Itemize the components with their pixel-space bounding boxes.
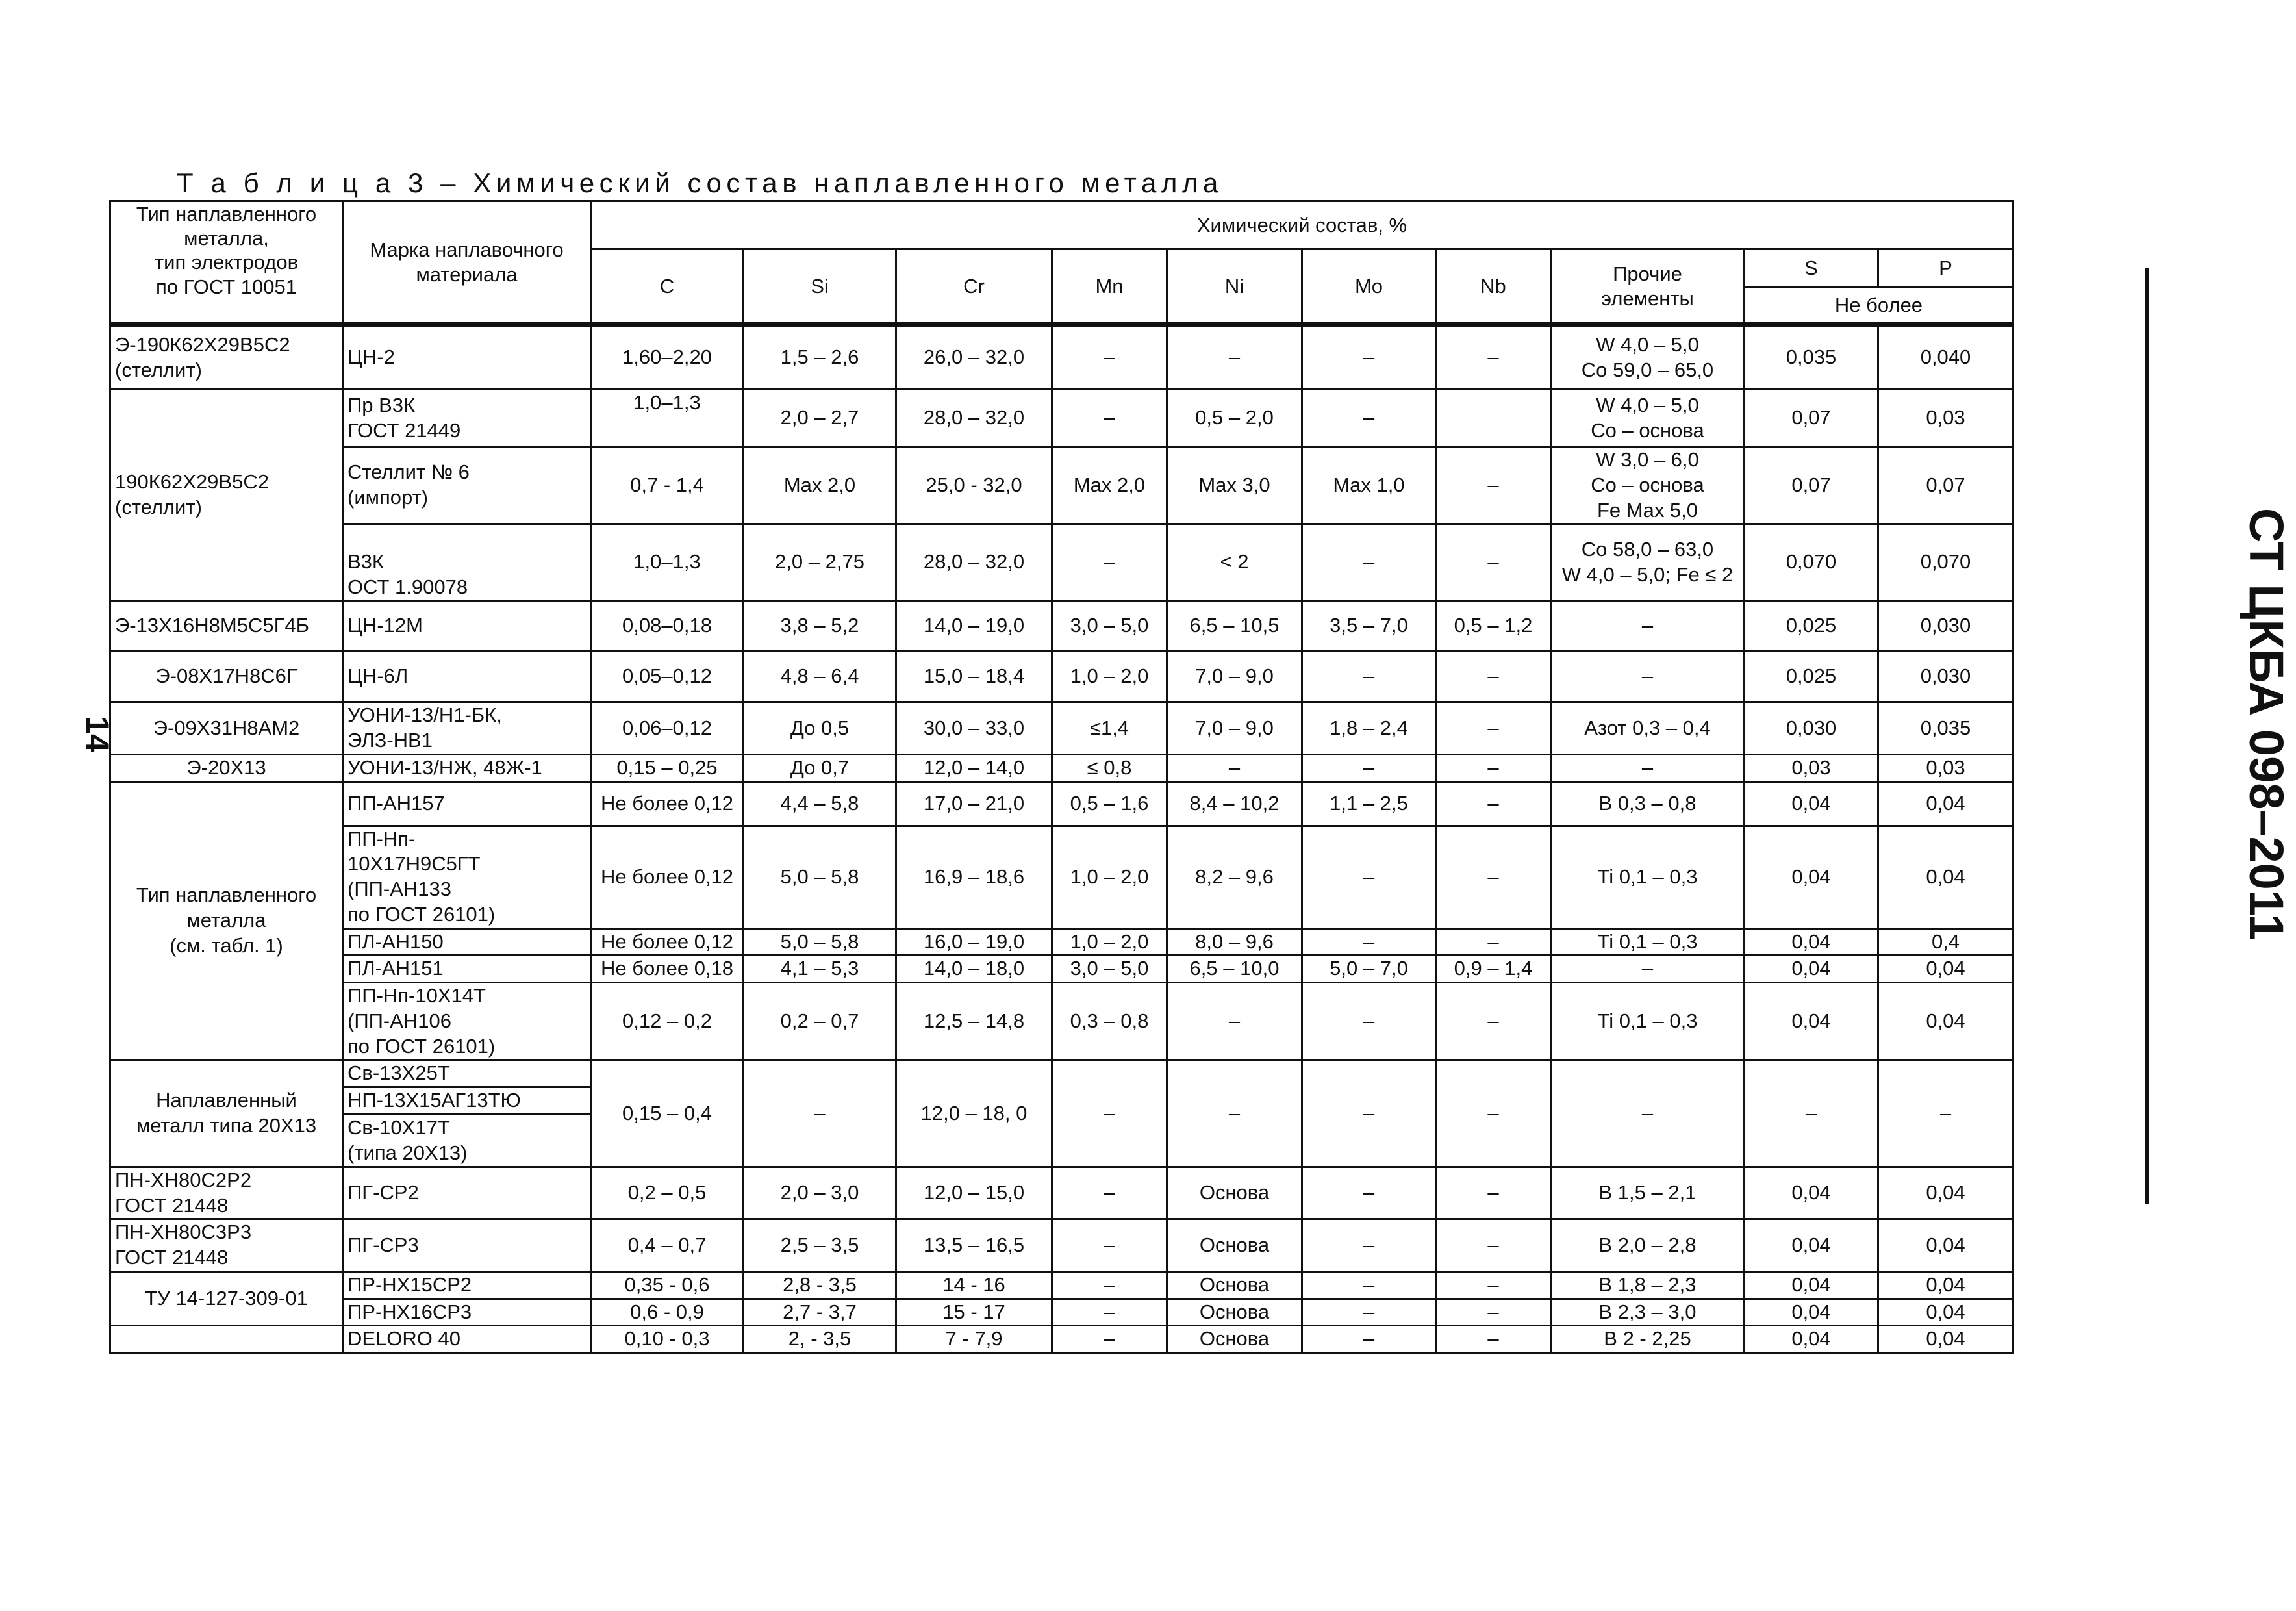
cell-p: 0,04 xyxy=(1878,1299,2013,1326)
cell-mn: – xyxy=(1052,1060,1167,1167)
cell-other: W 4,0 – 5,0 Co 59,0 – 65,0 xyxy=(1551,325,1745,390)
cell-c: 0,15 – 0,4 xyxy=(591,1060,744,1167)
cell-mn: – xyxy=(1052,1167,1167,1219)
cell-cr: 25,0 - 32,0 xyxy=(896,447,1052,524)
cell-nb: – xyxy=(1436,983,1551,1060)
cell-type: Э-190К62Х29В5С2 (стеллит) xyxy=(110,325,343,390)
cell-ni: 7,0 – 9,0 xyxy=(1167,702,1302,755)
cell-si: 5,0 – 5,8 xyxy=(744,826,896,928)
cell-other: B 1,8 – 2,3 xyxy=(1551,1271,1745,1299)
cell-c: 0,7 - 1,4 xyxy=(591,447,744,524)
cell-type: Э-13Х16Н8М5С5Г4Б xyxy=(110,601,343,652)
cell-s: 0,04 xyxy=(1745,928,1878,956)
cell-other: B 0,3 – 0,8 xyxy=(1551,781,1745,826)
cell-brand: ПП-АН157 xyxy=(343,781,591,826)
cell-p: 0,04 xyxy=(1878,1167,2013,1219)
cell-nb: – xyxy=(1436,1326,1551,1353)
cell-brand: ПГ-СР2 xyxy=(343,1167,591,1219)
cell-s: 0,04 xyxy=(1745,956,1878,983)
cell-brand: УОНИ-13/НЖ, 48Ж-1 xyxy=(343,754,591,781)
cell-other: B 1,5 – 2,1 xyxy=(1551,1167,1745,1219)
cell-nb: – xyxy=(1436,1219,1551,1272)
cell-nb: – xyxy=(1436,652,1551,702)
cell-p: 0,04 xyxy=(1878,781,2013,826)
cell-ni: Основа xyxy=(1167,1271,1302,1299)
cell-s: 0,04 xyxy=(1745,1271,1878,1299)
header-type: Тип наплавленного металла, тип электродов по ГОСТ 10051 xyxy=(110,201,343,325)
cell-p: 0,04 xyxy=(1878,1271,2013,1299)
cell-nb: – xyxy=(1436,524,1551,601)
cell-nb: – xyxy=(1436,781,1551,826)
cell-p: 0,04 xyxy=(1878,1326,2013,1353)
cell-mo: – xyxy=(1302,325,1436,390)
cell-mo: 1,8 – 2,4 xyxy=(1302,702,1436,755)
cell-type: ПН-ХН80С3Р3 ГОСТ 21448 xyxy=(110,1219,343,1272)
cell-mo: 5,0 – 7,0 xyxy=(1302,956,1436,983)
cell-cr: 14,0 – 19,0 xyxy=(896,601,1052,652)
cell-si: 2,8 - 3,5 xyxy=(744,1271,896,1299)
cell-other: – xyxy=(1551,1060,1745,1167)
table-row xyxy=(110,826,2013,928)
cell-mn: – xyxy=(1052,1219,1167,1272)
cell-nb: 0,9 – 1,4 xyxy=(1436,956,1551,983)
cell-mo: Max 1,0 xyxy=(1302,447,1436,524)
cell-si: 3,8 – 5,2 xyxy=(744,601,896,652)
table-row xyxy=(110,1271,2013,1299)
cell-si: 2,0 – 3,0 xyxy=(744,1167,896,1219)
cell-si: До 0,5 xyxy=(744,702,896,755)
cell-type: Наплавленный металл типа 20Х13 xyxy=(110,1060,343,1167)
cell-si: 0,2 – 0,7 xyxy=(744,983,896,1060)
cell-c: 0,15 – 0,25 xyxy=(591,754,744,781)
cell-ni: 0,5 – 2,0 xyxy=(1167,390,1302,447)
table-row xyxy=(110,524,2013,601)
table-row xyxy=(110,447,2013,524)
cell-other: W 3,0 – 6,0 Co – основа Fe Max 5,0 xyxy=(1551,447,1745,524)
cell-ni: – xyxy=(1167,983,1302,1060)
cell-other: – xyxy=(1551,754,1745,781)
cell-mo: – xyxy=(1302,983,1436,1060)
cell-brand: ПР-НХ15СР2 xyxy=(343,1271,591,1299)
table-row xyxy=(110,325,2013,390)
cell-mn: 1,0 – 2,0 xyxy=(1052,652,1167,702)
cell-mn: – xyxy=(1052,524,1167,601)
cell-si: 2,0 – 2,7 xyxy=(744,390,896,447)
cell-cr: 17,0 – 21,0 xyxy=(896,781,1052,826)
cell-ni: – xyxy=(1167,754,1302,781)
cell-brand: В3К ОСТ 1.90078 xyxy=(343,524,591,601)
cell-other: – xyxy=(1551,652,1745,702)
cell-c: Не более 0,12 xyxy=(591,826,744,928)
cell-p: – xyxy=(1878,1060,2013,1167)
cell-mn: 0,5 – 1,6 xyxy=(1052,781,1167,826)
cell-ni: 6,5 – 10,0 xyxy=(1167,956,1302,983)
cell-type: ПН-ХН80С2Р2 ГОСТ 21448 xyxy=(110,1167,343,1219)
cell-nb: – xyxy=(1436,754,1551,781)
cell-mn: – xyxy=(1052,1326,1167,1353)
cell-type: ТУ 14-127-309-01 xyxy=(110,1271,343,1326)
cell-cr: 12,0 – 18, 0 xyxy=(896,1060,1052,1167)
cell-p: 0,04 xyxy=(1878,983,2013,1060)
cell-mo: – xyxy=(1302,754,1436,781)
cell-brand: Стеллит № 6 (импорт) xyxy=(343,447,591,524)
cell-p: 0,030 xyxy=(1878,652,2013,702)
cell-ni: Max 3,0 xyxy=(1167,447,1302,524)
cell-p: 0,04 xyxy=(1878,826,2013,928)
cell-s: 0,04 xyxy=(1745,1167,1878,1219)
cell-si: 2,0 – 2,75 xyxy=(744,524,896,601)
header-max-note: Не более xyxy=(1745,287,2013,325)
cell-nb: – xyxy=(1436,325,1551,390)
cell-mo: – xyxy=(1302,652,1436,702)
cell-p: 0,03 xyxy=(1878,390,2013,447)
cell-brand: ЦН-6Л xyxy=(343,652,591,702)
page-number: 14 xyxy=(79,716,116,752)
cell-s: 0,07 xyxy=(1745,447,1878,524)
cell-other: Азот 0,3 – 0,4 xyxy=(1551,702,1745,755)
cell-c: 1,60–2,20 xyxy=(591,325,744,390)
cell-s: 0,04 xyxy=(1745,1299,1878,1326)
table-caption: Т а б л и ц а 3 – Химический состав наплавленного металла xyxy=(177,168,1223,198)
cell-ni: 8,2 – 9,6 xyxy=(1167,826,1302,928)
table-body xyxy=(110,325,2013,1353)
table-row xyxy=(110,1219,2013,1272)
cell-cr: 14,0 – 18,0 xyxy=(896,956,1052,983)
composition-table xyxy=(109,200,2014,1354)
table-row xyxy=(110,754,2013,781)
table-row xyxy=(110,1299,2013,1326)
cell-nb: – xyxy=(1436,447,1551,524)
cell-s: 0,03 xyxy=(1745,754,1878,781)
cell-c: 0,06–0,12 xyxy=(591,702,744,755)
cell-c: 0,35 - 0,6 xyxy=(591,1271,744,1299)
cell-mn: 3,0 – 5,0 xyxy=(1052,956,1167,983)
cell-si: До 0,7 xyxy=(744,754,896,781)
header-s: S xyxy=(1745,249,1878,287)
table-row xyxy=(110,652,2013,702)
cell-type: Тип наплавленного металла (см. табл. 1) xyxy=(110,781,343,1060)
cell-cr: 15,0 – 18,4 xyxy=(896,652,1052,702)
cell-ni: Основа xyxy=(1167,1219,1302,1272)
table-row xyxy=(110,1060,2013,1087)
cell-cr: 12,0 – 15,0 xyxy=(896,1167,1052,1219)
table-row xyxy=(110,601,2013,652)
cell-nb: – xyxy=(1436,928,1551,956)
cell-si: 4,8 – 6,4 xyxy=(744,652,896,702)
cell-si: 2,5 – 3,5 xyxy=(744,1219,896,1272)
cell-brand: Св-13Х25Т xyxy=(343,1060,591,1087)
cell-other: Ti 0,1 – 0,3 xyxy=(1551,928,1745,956)
cell-mn: – xyxy=(1052,1271,1167,1299)
cell-other: B 2,3 – 3,0 xyxy=(1551,1299,1745,1326)
cell-s: 0,035 xyxy=(1745,325,1878,390)
cell-ni: 6,5 – 10,5 xyxy=(1167,601,1302,652)
header-c: C xyxy=(591,249,744,325)
margin-rule xyxy=(2145,268,2149,1204)
cell-type: Э-20Х13 xyxy=(110,754,343,781)
cell-other: – xyxy=(1551,956,1745,983)
cell-cr: 15 - 17 xyxy=(896,1299,1052,1326)
cell-other: Co 58,0 – 63,0 W 4,0 – 5,0; Fe ≤ 2 xyxy=(1551,524,1745,601)
header-mn: Mn xyxy=(1052,249,1167,325)
cell-mn: – xyxy=(1052,1299,1167,1326)
cell-nb: – xyxy=(1436,702,1551,755)
cell-s: 0,025 xyxy=(1745,652,1878,702)
cell-p: 0,030 xyxy=(1878,601,2013,652)
cell-ni: 7,0 – 9,0 xyxy=(1167,652,1302,702)
header-other: Прочие элементы xyxy=(1551,249,1745,325)
cell-si: 2, - 3,5 xyxy=(744,1326,896,1353)
header-cr: Cr xyxy=(896,249,1052,325)
cell-si: Max 2,0 xyxy=(744,447,896,524)
cell-si: 5,0 – 5,8 xyxy=(744,928,896,956)
cell-c: 0,12 – 0,2 xyxy=(591,983,744,1060)
cell-cr: 28,0 – 32,0 xyxy=(896,524,1052,601)
table-row xyxy=(110,1326,2013,1353)
cell-cr: 13,5 – 16,5 xyxy=(896,1219,1052,1272)
cell-brand: Пр В3К ГОСТ 21449 xyxy=(343,390,591,447)
cell-p: 0,04 xyxy=(1878,956,2013,983)
cell-mn: – xyxy=(1052,390,1167,447)
cell-type: Э-09Х31Н8АМ2 xyxy=(110,702,343,755)
cell-brand: ПЛ-АН151 xyxy=(343,956,591,983)
cell-s: 0,04 xyxy=(1745,781,1878,826)
cell-p: 0,070 xyxy=(1878,524,2013,601)
cell-c: Не более 0,12 xyxy=(591,781,744,826)
cell-mn: – xyxy=(1052,325,1167,390)
cell-cr: 16,0 – 19,0 xyxy=(896,928,1052,956)
cell-mo: – xyxy=(1302,390,1436,447)
cell-mn: 0,3 – 0,8 xyxy=(1052,983,1167,1060)
cell-other: Ti 0,1 – 0,3 xyxy=(1551,826,1745,928)
cell-s: 0,04 xyxy=(1745,1219,1878,1272)
cell-cr: 12,5 – 14,8 xyxy=(896,983,1052,1060)
cell-ni: 8,4 – 10,2 xyxy=(1167,781,1302,826)
cell-si: 4,1 – 5,3 xyxy=(744,956,896,983)
cell-c: Не более 0,18 xyxy=(591,956,744,983)
cell-nb: – xyxy=(1436,1060,1551,1167)
cell-nb: 0,5 – 1,2 xyxy=(1436,601,1551,652)
cell-p: 0,040 xyxy=(1878,325,2013,390)
cell-c: 0,2 – 0,5 xyxy=(591,1167,744,1219)
cell-p: 0,4 xyxy=(1878,928,2013,956)
cell-mn: 1,0 – 2,0 xyxy=(1052,928,1167,956)
cell-mo: – xyxy=(1302,1219,1436,1272)
cell-brand: ПП-Нп-10Х14Т (ПП-АН106 по ГОСТ 26101) xyxy=(343,983,591,1060)
cell-ni: – xyxy=(1167,325,1302,390)
cell-mo: – xyxy=(1302,1271,1436,1299)
cell-other: B 2,0 – 2,8 xyxy=(1551,1219,1745,1272)
cell-mo: – xyxy=(1302,1299,1436,1326)
cell-ni: Основа xyxy=(1167,1167,1302,1219)
cell-c: 1,0–1,3 xyxy=(591,524,744,601)
cell-si: – xyxy=(744,1060,896,1167)
cell-cr: 12,0 – 14,0 xyxy=(896,754,1052,781)
cell-other: – xyxy=(1551,601,1745,652)
cell-brand: НП-13Х15АГ13ТЮ xyxy=(343,1087,591,1115)
cell-s: 0,04 xyxy=(1745,826,1878,928)
document-code: СТ ЦКБА 098–2011 xyxy=(2239,507,2294,941)
cell-type xyxy=(110,1326,343,1353)
cell-mo: – xyxy=(1302,1060,1436,1167)
cell-c: Не более 0,12 xyxy=(591,928,744,956)
cell-mo: – xyxy=(1302,826,1436,928)
cell-mo: – xyxy=(1302,1167,1436,1219)
cell-type: 190К62Х29В5С2 (стеллит) xyxy=(110,390,343,601)
table-row xyxy=(110,928,2013,956)
cell-nb: – xyxy=(1436,1167,1551,1219)
header-si: Si xyxy=(744,249,896,325)
cell-cr: 26,0 – 32,0 xyxy=(896,325,1052,390)
cell-s: – xyxy=(1745,1060,1878,1167)
cell-si: 2,7 - 3,7 xyxy=(744,1299,896,1326)
cell-c: 0,08–0,18 xyxy=(591,601,744,652)
cell-si: 4,4 – 5,8 xyxy=(744,781,896,826)
cell-brand: ПГ-СР3 xyxy=(343,1219,591,1272)
cell-mn: 3,0 – 5,0 xyxy=(1052,601,1167,652)
header-ni: Ni xyxy=(1167,249,1302,325)
cell-cr: 14 - 16 xyxy=(896,1271,1052,1299)
cell-mo: – xyxy=(1302,928,1436,956)
cell-c: 0,05–0,12 xyxy=(591,652,744,702)
cell-brand: ПЛ-АН150 xyxy=(343,928,591,956)
cell-brand: УОНИ-13/Н1-БК, ЭЛЗ-НВ1 xyxy=(343,702,591,755)
cell-c: 0,4 – 0,7 xyxy=(591,1219,744,1272)
cell-mo: – xyxy=(1302,524,1436,601)
header-nb: Nb xyxy=(1436,249,1551,325)
cell-cr: 30,0 – 33,0 xyxy=(896,702,1052,755)
cell-p: 0,07 xyxy=(1878,447,2013,524)
cell-nb: – xyxy=(1436,1271,1551,1299)
cell-brand: ПП-Нп- 10Х17Н9С5ГТ (ПП-АН133 по ГОСТ 26101) xyxy=(343,826,591,928)
cell-brand: ЦН-12М xyxy=(343,601,591,652)
table-row xyxy=(110,1167,2013,1219)
cell-mn: ≤ 0,8 xyxy=(1052,754,1167,781)
cell-brand: Св-10Х17Т (типа 20Х13) xyxy=(343,1115,591,1167)
cell-ni: 8,0 – 9,6 xyxy=(1167,928,1302,956)
cell-mo: 1,1 – 2,5 xyxy=(1302,781,1436,826)
cell-c: 1,0–1,3 xyxy=(591,390,744,447)
table-row xyxy=(110,702,2013,755)
cell-ni: – xyxy=(1167,1060,1302,1167)
cell-c: 0,10 - 0,3 xyxy=(591,1326,744,1353)
cell-s: 0,04 xyxy=(1745,983,1878,1060)
cell-s: 0,025 xyxy=(1745,601,1878,652)
cell-cr: 16,9 – 18,6 xyxy=(896,826,1052,928)
cell-nb xyxy=(1436,390,1551,447)
cell-mn: ≤1,4 xyxy=(1052,702,1167,755)
header-composition: Химический состав, % xyxy=(591,201,2013,249)
cell-brand: ПР-НХ16СР3 xyxy=(343,1299,591,1326)
cell-other: Ti 0,1 – 0,3 xyxy=(1551,983,1745,1060)
cell-other: B 2 - 2,25 xyxy=(1551,1326,1745,1353)
header-brand: Марка наплавочного материала xyxy=(343,201,591,325)
cell-ni: Основа xyxy=(1167,1299,1302,1326)
cell-nb: – xyxy=(1436,1299,1551,1326)
cell-cr: 7 - 7,9 xyxy=(896,1326,1052,1353)
cell-nb: – xyxy=(1436,826,1551,928)
cell-other: W 4,0 – 5,0 Co – основа xyxy=(1551,390,1745,447)
cell-mo: 3,5 – 7,0 xyxy=(1302,601,1436,652)
cell-mn: 1,0 – 2,0 xyxy=(1052,826,1167,928)
cell-c: 0,6 - 0,9 xyxy=(591,1299,744,1326)
cell-p: 0,04 xyxy=(1878,1219,2013,1272)
cell-si: 1,5 – 2,6 xyxy=(744,325,896,390)
cell-ni: < 2 xyxy=(1167,524,1302,601)
table-row xyxy=(110,390,2013,447)
table-row xyxy=(110,781,2013,826)
cell-mo: – xyxy=(1302,1326,1436,1353)
table-row xyxy=(110,956,2013,983)
table-header xyxy=(110,201,2013,325)
cell-s: 0,04 xyxy=(1745,1326,1878,1353)
cell-brand: DELORO 40 xyxy=(343,1326,591,1353)
cell-s: 0,070 xyxy=(1745,524,1878,601)
header-mo: Mo xyxy=(1302,249,1436,325)
cell-p: 0,035 xyxy=(1878,702,2013,755)
cell-p: 0,03 xyxy=(1878,754,2013,781)
cell-brand: ЦН-2 xyxy=(343,325,591,390)
cell-mn: Max 2,0 xyxy=(1052,447,1167,524)
cell-type: Э-08Х17Н8С6Г xyxy=(110,652,343,702)
cell-s: 0,07 xyxy=(1745,390,1878,447)
cell-cr: 28,0 – 32,0 xyxy=(896,390,1052,447)
header-p: P xyxy=(1878,249,2013,287)
cell-ni: Основа xyxy=(1167,1326,1302,1353)
cell-s: 0,030 xyxy=(1745,702,1878,755)
table-row xyxy=(110,983,2013,1060)
